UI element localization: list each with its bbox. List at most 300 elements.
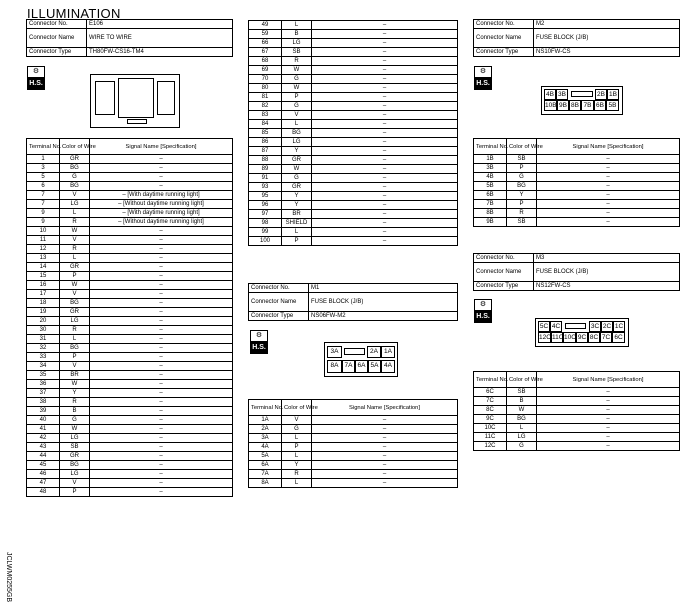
terminal-no: 83 <box>249 111 282 120</box>
table-row <box>27 452 233 461</box>
m3-pin: 11C <box>552 334 564 341</box>
table-row <box>249 120 458 129</box>
table-row <box>474 200 680 209</box>
signal-name: – [Without daytime running light] <box>90 218 233 227</box>
m3-connector-face <box>535 318 629 347</box>
terminal-no: 3B <box>474 164 507 173</box>
terminal-no: 37 <box>27 389 60 398</box>
wire-color: L <box>60 254 90 263</box>
wire-color: LG <box>60 317 90 326</box>
terminal-no: 87 <box>249 147 282 156</box>
wire-color: GR <box>60 263 90 272</box>
signal-name: – <box>537 406 680 415</box>
wire-color: W <box>60 380 90 389</box>
wire-color: W <box>60 227 90 236</box>
table-row <box>474 424 680 433</box>
terminal-no: 6B <box>474 191 507 200</box>
terminal-no: 9 <box>27 209 60 218</box>
wire-color: R <box>282 57 312 66</box>
wire-color: BG <box>507 182 537 191</box>
signal-name: – <box>90 488 233 497</box>
signal-name: – <box>312 201 458 210</box>
signal-name: – <box>312 443 458 452</box>
terminal-no: 7 <box>27 200 60 209</box>
signal-name: – <box>312 174 458 183</box>
table-row <box>249 210 458 219</box>
signal-name: – <box>90 164 233 173</box>
wire-color: R <box>60 218 90 227</box>
wire-color: L <box>60 335 90 344</box>
signal-name: – <box>90 272 233 281</box>
hs-icon <box>27 66 45 90</box>
m1-connector-info <box>248 283 458 321</box>
table-row <box>27 380 233 389</box>
table-row <box>249 425 458 434</box>
terminal-no: 4A <box>249 443 282 452</box>
table-row <box>474 406 680 415</box>
col-terminal-no: Terminal No. <box>27 139 60 155</box>
signal-name: – <box>312 39 458 48</box>
m1-key-slot <box>344 348 365 355</box>
m1-pin: 4A <box>381 360 395 373</box>
col-color-of-wire: Color of Wire <box>282 400 312 416</box>
table-row <box>27 317 233 326</box>
m2-pin: 1B <box>607 89 619 100</box>
terminal-no: 8B <box>474 209 507 218</box>
m2-pin: 5B <box>606 100 619 111</box>
signal-name: – <box>312 93 458 102</box>
wire-color: Y <box>282 461 312 470</box>
wire-color: L <box>282 452 312 461</box>
signal-name: – <box>90 263 233 272</box>
m1-pin: 1A <box>381 346 395 358</box>
terminal-no: 8C <box>474 406 507 415</box>
m3-pin: 2C <box>602 323 612 330</box>
table-row <box>249 39 458 48</box>
signal-name: – <box>312 84 458 93</box>
m3-connector-info <box>473 253 680 291</box>
m1-terminal-table <box>248 399 458 488</box>
e106-terminal-table <box>26 138 233 497</box>
e106-connector-info <box>26 19 233 57</box>
signal-name: – <box>90 335 233 344</box>
terminal-no: 86 <box>249 138 282 147</box>
m1-connector-type: NS06FW-M2 <box>309 312 458 321</box>
wire-color: R <box>507 209 537 218</box>
terminal-no: 84 <box>249 120 282 129</box>
wire-color: P <box>507 164 537 173</box>
harness-icon: ⚙ <box>475 300 491 311</box>
wire-color: P <box>282 237 312 246</box>
m3-pin: 6C <box>612 332 625 343</box>
terminal-no: 49 <box>249 21 282 30</box>
label-connector-name: Connector Name <box>474 263 534 282</box>
connector-cavity-block <box>157 81 175 115</box>
m3-pin: 5C <box>539 323 549 330</box>
signal-name: – <box>90 344 233 353</box>
terminal-no: 34 <box>27 362 60 371</box>
wire-color: B <box>60 407 90 416</box>
hs-icon <box>474 299 492 323</box>
terminal-no: 93 <box>249 183 282 192</box>
wire-color: B <box>282 30 312 39</box>
m3-pin: 3C <box>590 323 600 330</box>
wire-color: V <box>282 111 312 120</box>
table-row <box>249 201 458 210</box>
m3-key-slot <box>565 323 586 329</box>
wire-color: LG <box>282 39 312 48</box>
terminal-no: 5A <box>249 452 282 461</box>
table-row <box>27 443 233 452</box>
table-row <box>27 155 233 164</box>
table-row <box>474 218 680 227</box>
terminal-no: 7A <box>249 470 282 479</box>
table-row <box>249 219 458 228</box>
signal-name: – <box>312 210 458 219</box>
signal-name: – <box>312 21 458 30</box>
signal-name: – <box>312 156 458 165</box>
col-signal-name: Signal Name [Specification] <box>537 139 680 155</box>
terminal-no: 10C <box>474 424 507 433</box>
table-row <box>474 442 680 451</box>
m3-connector-no: M3 <box>534 254 680 263</box>
table-row <box>249 434 458 443</box>
table-row <box>27 227 233 236</box>
wire-color: W <box>507 406 537 415</box>
e106-connector-name: WIRE TO WIRE <box>87 29 233 48</box>
table-row <box>27 479 233 488</box>
terminal-no: 5 <box>27 173 60 182</box>
signal-name: – <box>537 200 680 209</box>
col-signal-name: Signal Name [Specification] <box>537 372 680 388</box>
wire-color: L <box>282 479 312 488</box>
signal-name: – <box>90 308 233 317</box>
label-connector-no: Connector No. <box>249 284 309 293</box>
col-terminal-no: Terminal No. <box>249 400 282 416</box>
signal-name: – <box>537 191 680 200</box>
wire-color: Y <box>507 191 537 200</box>
signal-name: – <box>312 48 458 57</box>
signal-name: – <box>312 183 458 192</box>
hs-label: H.S. <box>252 344 266 351</box>
label-connector-type: Connector Type <box>474 282 534 291</box>
terminal-no: 1B <box>474 155 507 164</box>
table-row <box>474 388 680 397</box>
signal-name: – <box>90 470 233 479</box>
terminal-no: 68 <box>249 57 282 66</box>
table-row <box>27 398 233 407</box>
wire-color: BG <box>60 182 90 191</box>
wire-color: L <box>507 424 537 433</box>
terminal-no: 11 <box>27 236 60 245</box>
table-row <box>249 75 458 84</box>
table-row <box>249 138 458 147</box>
table-row <box>249 66 458 75</box>
wire-color: GR <box>282 183 312 192</box>
table-row <box>249 183 458 192</box>
table-row <box>249 57 458 66</box>
terminal-no: 6A <box>249 461 282 470</box>
m1-pin: 5A <box>368 360 381 373</box>
terminal-no: 91 <box>249 174 282 183</box>
label-connector-no: Connector No. <box>474 20 534 29</box>
wire-color: P <box>282 93 312 102</box>
signal-name: – <box>90 236 233 245</box>
wire-color: G <box>507 173 537 182</box>
wire-color: BG <box>60 164 90 173</box>
signal-name: – <box>537 388 680 397</box>
terminal-no: 98 <box>249 219 282 228</box>
signal-name: – <box>312 192 458 201</box>
harness-icon: ⚙ <box>475 67 491 78</box>
table-row <box>474 209 680 218</box>
table-row <box>27 164 233 173</box>
wire-color: P <box>282 443 312 452</box>
m2-pin: 2B <box>595 89 607 100</box>
terminal-no: 39 <box>27 407 60 416</box>
m2-pin: 6B <box>594 100 606 111</box>
signal-name: – <box>537 209 680 218</box>
wire-color: BG <box>60 344 90 353</box>
m1-pin: 3A <box>327 346 342 358</box>
m2-pin: 9B <box>557 100 569 111</box>
signal-name: – <box>312 66 458 75</box>
table-row <box>474 173 680 182</box>
signal-name: – <box>537 182 680 191</box>
m2-pin: 8B <box>569 100 581 111</box>
table-row <box>474 164 680 173</box>
table-row <box>27 362 233 371</box>
wire-color: W <box>60 281 90 290</box>
hs-label: H.S. <box>476 313 490 320</box>
signal-name: – <box>90 227 233 236</box>
wire-color: LG <box>60 434 90 443</box>
m2-connector-name: FUSE BLOCK (J/B) <box>534 29 680 48</box>
table-row <box>249 192 458 201</box>
signal-name: – <box>537 173 680 182</box>
signal-name: – <box>90 398 233 407</box>
table-row <box>249 111 458 120</box>
wire-color: V <box>60 191 90 200</box>
table-row <box>27 425 233 434</box>
signal-name: – <box>90 326 233 335</box>
table-row <box>249 479 458 488</box>
table-row <box>27 200 233 209</box>
wire-color: R <box>60 326 90 335</box>
terminal-no: 9C <box>474 415 507 424</box>
terminal-no: 9 <box>27 218 60 227</box>
terminal-no: 36 <box>27 380 60 389</box>
m1-connector-no: M1 <box>309 284 458 293</box>
table-row <box>27 236 233 245</box>
m3-connector-name: FUSE BLOCK (J/B) <box>534 263 680 282</box>
m3-pin: 8C <box>589 334 599 341</box>
col-color-of-wire: Color of Wire <box>507 139 537 155</box>
terminal-no: 6 <box>27 182 60 191</box>
signal-name: – <box>90 461 233 470</box>
e106-connector-type: TH80FW-CS16-TM4 <box>87 48 233 57</box>
table-row <box>249 21 458 30</box>
wire-color: Y <box>282 192 312 201</box>
hs-label: H.S. <box>476 80 490 87</box>
col-signal-name: Signal Name [Specification] <box>90 139 233 155</box>
m2-connector-no: M2 <box>534 20 680 29</box>
m2-connector-type: NS10FW-CS <box>534 48 680 57</box>
signal-name: – <box>312 102 458 111</box>
table-row <box>27 299 233 308</box>
terminal-no: 96 <box>249 201 282 210</box>
wire-color: V <box>60 362 90 371</box>
table-row <box>27 182 233 191</box>
terminal-no: 48 <box>27 488 60 497</box>
signal-name: – <box>312 75 458 84</box>
terminal-no: 3A <box>249 434 282 443</box>
table-row <box>249 84 458 93</box>
terminal-no: 44 <box>27 452 60 461</box>
label-connector-name: Connector Name <box>249 293 309 312</box>
signal-name: – <box>90 443 233 452</box>
label-connector-name: Connector Name <box>27 29 87 48</box>
signal-name: – <box>90 362 233 371</box>
table-row <box>27 470 233 479</box>
terminal-no: 97 <box>249 210 282 219</box>
m3-pin: 12C <box>539 334 551 341</box>
harness-icon: ⚙ <box>251 331 267 342</box>
signal-name: – <box>90 380 233 389</box>
m3-terminal-table <box>473 371 680 451</box>
wire-color: W <box>282 84 312 93</box>
terminal-no: 100 <box>249 237 282 246</box>
wire-color: LG <box>507 433 537 442</box>
wire-color: R <box>60 245 90 254</box>
terminal-no: 13 <box>27 254 60 263</box>
table-row <box>249 174 458 183</box>
wire-color: GR <box>60 155 90 164</box>
wire-color: R <box>282 470 312 479</box>
page-title: ILLUMINATION <box>27 6 121 21</box>
table-row <box>27 335 233 344</box>
signal-name: – <box>312 120 458 129</box>
m3-pin: 4C <box>551 323 561 330</box>
signal-name: – <box>312 138 458 147</box>
connector-latch <box>127 119 147 124</box>
wire-color: L <box>282 228 312 237</box>
terminal-no: 66 <box>249 39 282 48</box>
terminal-no: 45 <box>27 461 60 470</box>
table-row <box>27 488 233 497</box>
table-row <box>27 434 233 443</box>
e106-terminal-table-continued <box>248 20 458 246</box>
table-row <box>249 470 458 479</box>
m2-key-slot <box>571 91 593 97</box>
terminal-no: 20 <box>27 317 60 326</box>
m3-pin: 10C <box>564 334 576 341</box>
wire-color: BG <box>60 461 90 470</box>
signal-name: – <box>312 165 458 174</box>
table-row <box>27 407 233 416</box>
table-row <box>27 281 233 290</box>
signal-name: – <box>537 415 680 424</box>
table-row <box>249 461 458 470</box>
wire-color: Y <box>60 389 90 398</box>
terminal-no: 6C <box>474 388 507 397</box>
table-row <box>249 452 458 461</box>
wire-color: G <box>60 173 90 182</box>
signal-name: – <box>90 389 233 398</box>
signal-name: – <box>312 237 458 246</box>
wire-color: BG <box>60 299 90 308</box>
table-row <box>27 416 233 425</box>
signal-name: – <box>537 155 680 164</box>
table-row <box>249 237 458 246</box>
m2-pin: 3B <box>556 89 568 100</box>
wire-color: G <box>282 102 312 111</box>
table-row <box>474 433 680 442</box>
terminal-no: 14 <box>27 263 60 272</box>
table-row <box>249 165 458 174</box>
m3-pin: 7C <box>601 334 611 341</box>
terminal-no: 47 <box>27 479 60 488</box>
signal-name: – <box>90 371 233 380</box>
connector-cavity-block <box>118 78 154 118</box>
table-row <box>249 416 458 425</box>
wire-color: LG <box>282 138 312 147</box>
terminal-no: 7C <box>474 397 507 406</box>
signal-name: – <box>312 147 458 156</box>
col-signal-name: Signal Name [Specification] <box>312 400 458 416</box>
m3-pin: 1C <box>614 323 624 330</box>
signal-name: – <box>537 397 680 406</box>
table-row <box>249 129 458 138</box>
terminal-no: 5B <box>474 182 507 191</box>
terminal-no: 1A <box>249 416 282 425</box>
wire-color: Y <box>282 147 312 156</box>
signal-name: – <box>90 317 233 326</box>
wire-color: GR <box>60 308 90 317</box>
terminal-no: 42 <box>27 434 60 443</box>
signal-name: – <box>537 442 680 451</box>
terminal-no: 4B <box>474 173 507 182</box>
terminal-no: 82 <box>249 102 282 111</box>
wire-color: P <box>507 200 537 209</box>
table-row <box>249 48 458 57</box>
terminal-no: 31 <box>27 335 60 344</box>
label-connector-type: Connector Type <box>474 48 534 57</box>
terminal-no: 41 <box>27 425 60 434</box>
terminal-no: 33 <box>27 353 60 362</box>
wire-color: V <box>282 416 312 425</box>
wire-color: P <box>60 488 90 497</box>
signal-name: – <box>312 219 458 228</box>
wire-color: SB <box>60 443 90 452</box>
terminal-no: 43 <box>27 443 60 452</box>
wire-color: V <box>60 290 90 299</box>
wire-color: BR <box>60 371 90 380</box>
wire-color: SB <box>507 388 537 397</box>
col-color-of-wire: Color of Wire <box>60 139 90 155</box>
table-row <box>27 173 233 182</box>
m3-connector-type: NS12FW-CS <box>534 282 680 291</box>
wire-color: SHIELD <box>282 219 312 228</box>
wire-color: GR <box>282 156 312 165</box>
wire-color: V <box>60 479 90 488</box>
m1-connector-face <box>324 342 398 377</box>
signal-name: – <box>90 254 233 263</box>
signal-name: – <box>312 425 458 434</box>
signal-name: – <box>537 164 680 173</box>
signal-name: – <box>90 407 233 416</box>
harness-icon: ⚙ <box>28 67 44 78</box>
